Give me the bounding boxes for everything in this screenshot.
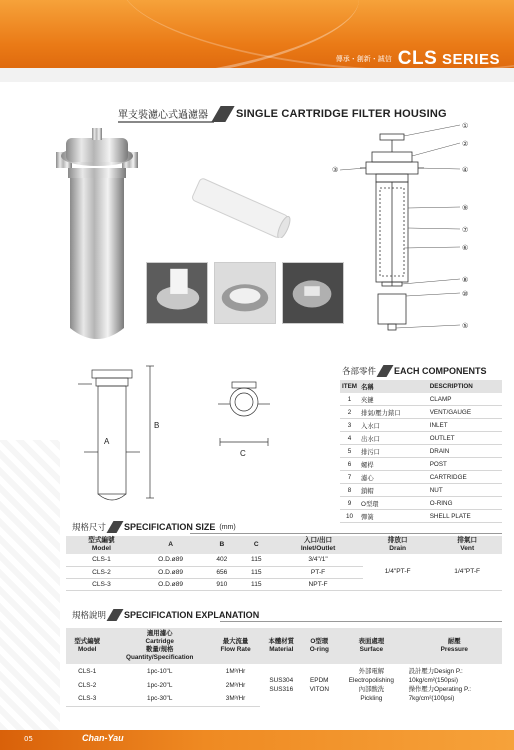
column-header-en: O-ring — [309, 646, 329, 653]
banner-strip — [0, 68, 514, 82]
dimension-b-cell: 910 — [204, 578, 239, 590]
brand-name: Chan-Yau — [82, 733, 124, 743]
item-number: 4 — [340, 432, 359, 445]
item-number: 1 — [340, 393, 359, 406]
spec-expl-table — [66, 628, 502, 707]
detail-photo-2 — [214, 262, 276, 324]
heading-slash-decoration — [377, 365, 394, 377]
item-name-zh: 彈簧 — [359, 510, 428, 523]
column-header — [407, 628, 502, 664]
column-header-en: Model — [91, 545, 111, 552]
callout-10: ⑩ — [462, 290, 469, 298]
table-row — [340, 393, 502, 406]
pressure-value: 7kg/cm²(100psi) — [408, 695, 455, 702]
table-row — [340, 484, 502, 497]
surface-value: Electropolishing — [348, 677, 394, 684]
spec-expl-heading-en: SPECIFICATION EXPLANATION — [124, 610, 260, 620]
item-name-zh: 夾鏈 — [359, 393, 428, 406]
material-value: SUS316 — [269, 686, 294, 693]
column-header-zh: 排氣口 — [457, 537, 478, 544]
components-table — [340, 380, 502, 523]
column-header — [211, 628, 260, 664]
heading-slash-decoration — [107, 521, 124, 533]
dimension-diagram — [64, 352, 314, 512]
callout-6: ⑥ — [462, 244, 469, 252]
item-number: 2 — [340, 406, 359, 419]
oring-value: VITON — [309, 686, 329, 693]
table-header-row — [340, 380, 502, 393]
section-rule — [190, 533, 502, 534]
item-description: SHELL PLATE — [428, 510, 502, 523]
model-cell: CLS-2 — [66, 566, 137, 578]
column-header-en: Flow Rate — [220, 646, 251, 653]
cartridge-cell: 1pc-10"L — [147, 667, 173, 675]
callout-3: ③ — [332, 166, 339, 174]
column-header-zh: 適用濾心 — [146, 630, 173, 637]
item-number: 6 — [340, 458, 359, 471]
flow-rate-cell: 1M³/Hr — [225, 667, 246, 675]
surface-value: Pickling — [360, 695, 383, 702]
column-header-zh: 本體材質 — [268, 638, 295, 645]
table-row — [340, 510, 502, 523]
item-name-zh: 排污口 — [359, 445, 428, 458]
item-description: CARTRIDGE — [428, 471, 502, 484]
table-header-row — [66, 536, 502, 554]
pressure-value: 10kg/cm²(150psi) — [408, 677, 458, 684]
callout-4: ④ — [462, 166, 469, 174]
flow-rate-cell: 2M³/Hr — [225, 681, 246, 689]
dimension-b-label: B — [154, 421, 160, 430]
column-header — [108, 628, 211, 664]
column-header-zh: 耐壓 — [447, 638, 461, 645]
dimension-c-label: C — [240, 449, 246, 458]
column-header-zh: 排放口 — [387, 537, 408, 544]
flow-rate-cell: 3M³/Hr — [211, 692, 260, 706]
series-prefix: CLS — [397, 48, 438, 69]
column-header: DESCRIPTION — [428, 380, 502, 393]
column-header — [432, 536, 502, 554]
column-header-zh: 型式編號 — [88, 537, 115, 544]
model-cell: CLS-3 — [66, 578, 137, 590]
series-subtitle: 傳承・創新・誠信 — [335, 55, 392, 63]
series-suffix: SERIES — [441, 51, 500, 68]
column-header-zh: 數量/規格 — [146, 646, 174, 653]
column-header-en: Inlet/Outlet — [300, 545, 336, 552]
table-row — [340, 445, 502, 458]
callout-9: ⑨ — [462, 204, 469, 212]
components-heading-zh: 各部零件 — [342, 367, 377, 377]
side-decoration — [0, 440, 60, 730]
spec-size-heading-zh: 規格尺寸 — [72, 523, 107, 533]
item-name-zh: 鎖帽 — [359, 484, 428, 497]
surface-cell — [336, 664, 407, 706]
series-title — [336, 48, 500, 70]
table-row — [66, 554, 502, 566]
item-number: 10 — [340, 510, 359, 523]
spec-expl-heading — [72, 608, 259, 622]
footer-bar — [0, 730, 514, 750]
column-header: ITEM — [340, 380, 359, 393]
spec-size-table — [66, 536, 502, 591]
column-header — [363, 536, 433, 554]
table-row — [340, 419, 502, 432]
dimension-c-cell: 115 — [239, 554, 273, 566]
column-header: A — [137, 536, 204, 554]
callout-8: ⑧ — [462, 276, 469, 284]
callout-1: ① — [462, 122, 469, 130]
pressure-cell — [407, 664, 502, 706]
item-description: OUTLET — [428, 432, 502, 445]
column-header-en: Material — [269, 646, 294, 653]
callout-5: ⑤ — [462, 322, 469, 330]
dimension-c-cell: 115 — [239, 578, 273, 590]
page-number: 05 — [24, 735, 33, 743]
column-header-zh: 最大流量 — [222, 638, 249, 645]
item-description: INLET — [428, 419, 502, 432]
model-cell: CLS-2 — [78, 681, 97, 689]
pressure-value: 設計壓力Design P.: — [408, 668, 463, 675]
cartridge-cell: 1pc-20"L — [147, 681, 173, 689]
item-number: 5 — [340, 445, 359, 458]
model-cell: CLS-1 — [66, 554, 137, 566]
column-header — [66, 628, 108, 664]
oring-value: EPDM — [310, 677, 329, 684]
material-cell — [260, 664, 302, 706]
column-header — [273, 536, 363, 554]
vent-cell: 1/4"PT-F — [432, 554, 502, 590]
material-value: SUS304 — [269, 677, 294, 684]
cartridge-cell: 1pc-30"L — [108, 692, 211, 706]
oring-cell — [302, 664, 336, 706]
dimension-b-cell: 656 — [204, 566, 239, 578]
column-header — [260, 628, 302, 664]
surface-value: 內部酸洗 — [358, 686, 385, 693]
title-slash-decoration — [211, 106, 234, 122]
item-name-zh: 螺桿 — [359, 458, 428, 471]
item-description: POST — [428, 458, 502, 471]
filter-cartridge-photo — [186, 178, 294, 238]
column-header — [302, 628, 336, 664]
column-header-en: Surface — [359, 646, 384, 653]
item-name-zh: 濾心 — [359, 471, 428, 484]
item-name-zh: 入水口 — [359, 419, 428, 432]
page-title-zh: 單支裝濾心式過濾器 — [118, 106, 214, 123]
spec-size-unit: (mm) — [219, 523, 236, 531]
column-header-zh: 入口/出口 — [303, 537, 333, 544]
item-description: DRAIN — [428, 445, 502, 458]
header-banner — [0, 0, 514, 82]
column-header: 名稱 — [359, 380, 428, 393]
column-header — [336, 628, 407, 664]
inlet-cell: 3/4"/1" — [273, 554, 363, 566]
callout-7: ⑦ — [462, 226, 469, 234]
spec-size-heading-en: SPECIFICATION SIZE — [124, 522, 216, 532]
model-cell: CLS-1 — [78, 667, 97, 675]
drain-cell: 1/4"PT-F — [363, 554, 433, 590]
dimension-a-cell: O.D.ø89 — [137, 578, 204, 590]
table-row — [340, 458, 502, 471]
spec-expl-heading-zh: 規格說明 — [72, 611, 107, 621]
column-header: B — [204, 536, 239, 554]
dimension-c-cell: 115 — [239, 566, 273, 578]
item-number: 9 — [340, 497, 359, 510]
column-header-zh: O型環 — [310, 638, 329, 645]
table-row — [340, 432, 502, 445]
item-number: 8 — [340, 484, 359, 497]
item-description: VENT/GAUGE — [428, 406, 502, 419]
heading-slash-decoration — [107, 609, 124, 621]
table-row — [340, 406, 502, 419]
column-header-en: Drain — [389, 545, 407, 552]
column-header-zh: 表面處理 — [358, 638, 385, 645]
item-number: 3 — [340, 419, 359, 432]
column-header — [66, 536, 137, 554]
column-header-en: Pressure — [440, 646, 468, 653]
dimension-a-label: A — [104, 437, 110, 446]
dimension-b-cell: 402 — [204, 554, 239, 566]
pressure-value: 操作壓力Operating P.: — [408, 686, 472, 693]
spec-size-heading — [72, 520, 236, 534]
table-row — [340, 471, 502, 484]
callout-2: ② — [462, 140, 469, 148]
exploded-component-diagram — [316, 118, 484, 340]
table-header-row — [66, 628, 502, 664]
item-number: 7 — [340, 471, 359, 484]
surface-value: 外部電解 — [358, 668, 385, 675]
item-description: CLAMP — [428, 393, 502, 406]
filter-housing-photo — [42, 128, 152, 346]
item-description: O-RING — [428, 497, 502, 510]
dimension-a-cell: O.D.ø89 — [137, 554, 204, 566]
components-heading-en: EACH COMPONENTS — [394, 366, 487, 376]
inlet-cell: NPT-F — [273, 578, 363, 590]
table-row — [66, 664, 502, 678]
section-rule — [220, 621, 502, 622]
column-header-en: Quantity/Specification — [125, 654, 194, 661]
column-header-en: Model — [77, 646, 97, 653]
table-row — [340, 497, 502, 510]
dimension-a-cell: O.D.ø89 — [137, 566, 204, 578]
column-header-en: Vent — [460, 545, 475, 552]
item-name-zh: 出水口 — [359, 432, 428, 445]
column-header-zh: 型式編號 — [74, 638, 100, 645]
item-description: NUT — [428, 484, 502, 497]
inlet-cell: PT-F — [273, 566, 363, 578]
column-header-en: Cartridge — [145, 638, 174, 645]
components-heading — [342, 364, 487, 378]
page-title-en: SINGLE CARTRIDGE FILTER HOUSING — [236, 108, 447, 120]
item-name-zh: O型環 — [359, 497, 428, 510]
model-cell: CLS-3 — [66, 692, 108, 706]
detail-photo-1 — [146, 262, 208, 324]
column-header: C — [239, 536, 273, 554]
item-name-zh: 排氣/壓力錶口 — [359, 406, 428, 419]
